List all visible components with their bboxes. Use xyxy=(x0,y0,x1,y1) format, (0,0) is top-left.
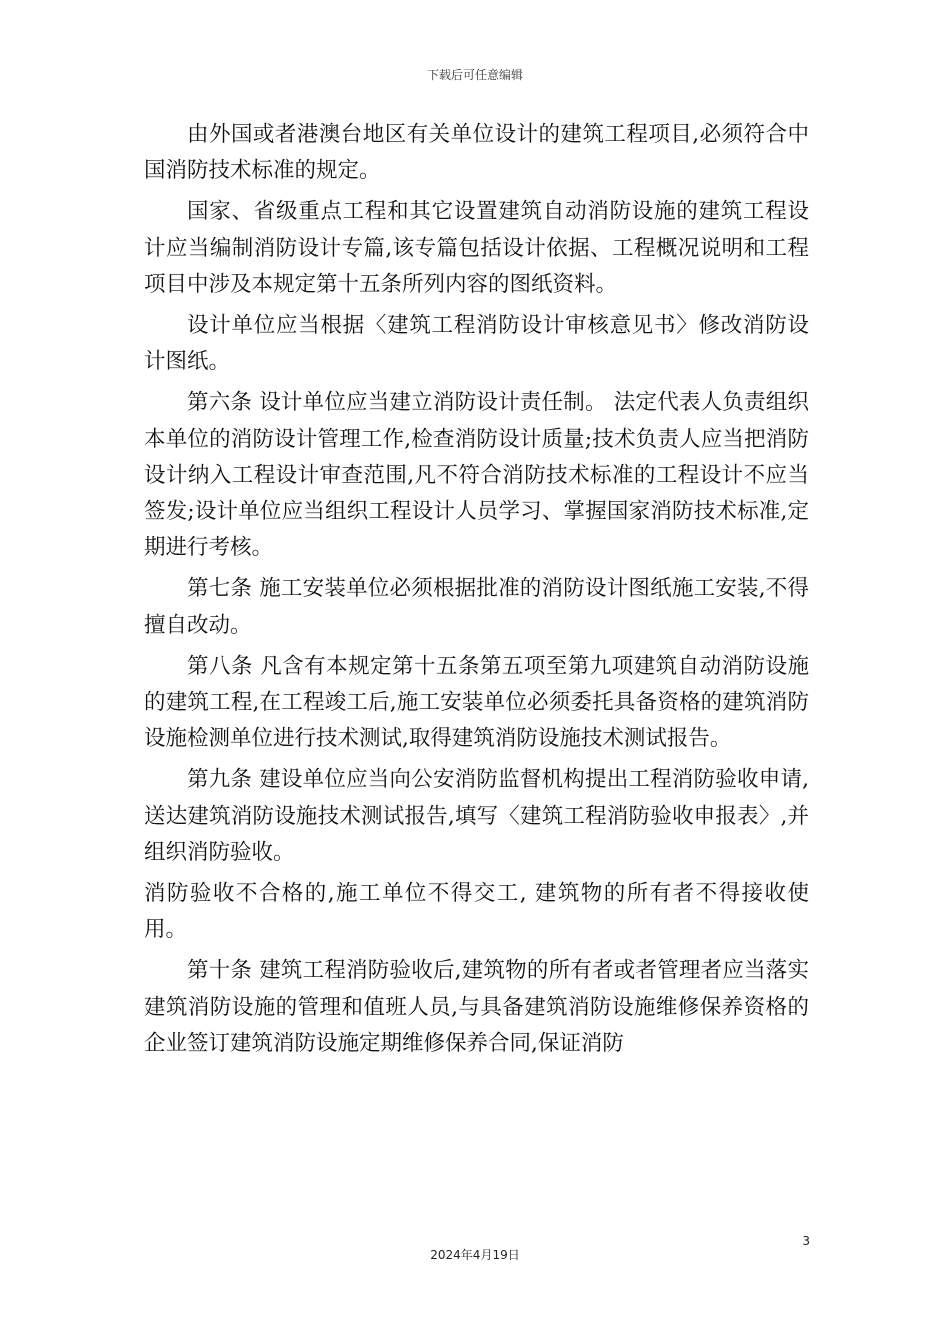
paragraph-article-7: 第七条 施工安装单位必须根据批准的消防设计图纸施工安装,不得擅自改动。 xyxy=(144,576,809,638)
paragraph-revise-drawings: 设计单位应当根据〈建筑工程消防设计审核意见书〉修改消防设计图纸。 xyxy=(144,313,809,375)
page-number: 3 xyxy=(802,1234,810,1248)
page-header: 下载后可任意编辑 xyxy=(426,68,523,82)
paragraph-article-9: 第九条 建设单位应当向公安消防监督机构提出工程消防验收申请,送达建筑消防设施技术测试报告,填写〈建筑工程消防验收申报表〉,并组织消防验收。 xyxy=(144,767,809,865)
paragraph-article-8: 第八条 凡含有本规定第十五条第五项至第九项建筑自动消防设施的建筑工程,在工程竣工后,施工安装单位必须委托具备资格的建筑消防设施检测单位进行技术测试,取得建筑消防设施技术测试报告。 xyxy=(144,653,809,752)
document-body xyxy=(144,117,809,1067)
paragraph-acceptance-failure: 消防验收不合格的,施工单位不得交工, 建筑物的所有者不得接收使用。 xyxy=(144,881,809,943)
paragraph-foreign-design: 由外国或者港澳台地区有关单位设计的建筑工程项目,必须符合中国消防技术标准的规定。 xyxy=(144,122,809,184)
footer-date: 2024年4月19日 xyxy=(430,1248,520,1262)
paragraph-article-10: 第十条 建筑工程消防验收后,建筑物的所有者或者管理者应当落实建筑消防设施的管理和值班人员,与具备建筑消防设施维修保养资格的企业签订建筑消防设施定期维修保养合同,保证消防 xyxy=(144,958,809,1056)
paragraph-key-projects: 国家、省级重点工程和其它设置建筑自动消防设施的建筑工程设计应当编制消防设计专篇,该专篇包括设计依据、工程概况说明和工程项目中涉及本规定第十五条所列内容的图纸资料。 xyxy=(144,199,809,297)
paragraph-article-6: 第六条 设计单位应当建立消防设计责任制。 法定代表人负责组织本单位的消防设计管理工作,检查消防设计质量;技术负责人应当把消防设计纳入工程设计审查范围,凡不符合消防技术标准的工程设计不应当签发;设计单位应当组织工程设计人员学习、掌握国家消防技术标准,定期进行考核。 xyxy=(144,390,809,561)
